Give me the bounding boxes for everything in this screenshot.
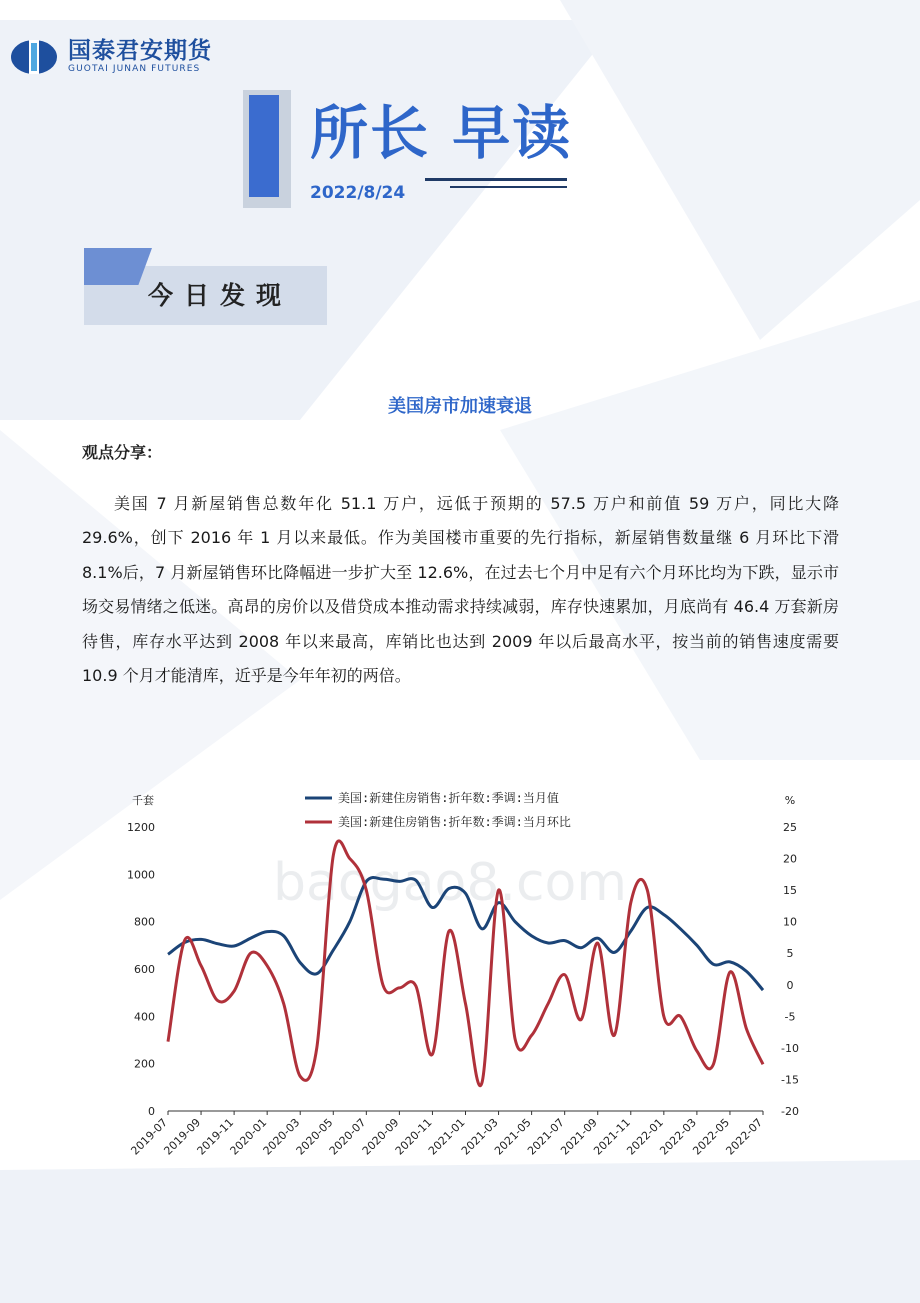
right-tick-label: 25 [783, 821, 797, 834]
title-underline [425, 178, 567, 181]
x-tick-label: 2021-05 [492, 1115, 534, 1158]
x-tick-label: 2021-07 [525, 1115, 567, 1158]
right-tick-label: 0 [786, 978, 794, 992]
x-tick-label: 2020-03 [260, 1115, 303, 1158]
left-axis-unit: 千套 [132, 794, 154, 807]
x-tick-label: 2019-09 [161, 1115, 204, 1158]
x-tick-label: 2020-01 [227, 1115, 270, 1158]
right-tick-label: 5 [786, 947, 794, 961]
x-tick-label: 2022-05 [690, 1115, 733, 1158]
x-tick-label: 2022-07 [723, 1115, 766, 1158]
x-tick-label: 2020-11 [392, 1115, 435, 1158]
view-share-label: 观点分享： [82, 443, 163, 462]
right-tick-label: 15 [783, 884, 797, 898]
right-tick-label: -10 [781, 1041, 799, 1055]
logo-name-en: GUOTAI JUNAN FUTURES [68, 64, 201, 74]
right-tick-label: 20 [783, 852, 797, 866]
watermark: baogao8.com [272, 853, 628, 913]
x-tick-label: 2021-01 [425, 1115, 468, 1158]
right-tick-label: -5 [784, 1010, 796, 1024]
article-headline: 美国房市加速衰退 [388, 396, 532, 417]
section-title: 今日发现 [148, 281, 293, 310]
x-tick-label: 2020-09 [359, 1115, 402, 1158]
x-tick-label: 2021-03 [458, 1115, 501, 1158]
title-accent-bar [249, 95, 279, 197]
article-paragraph: 美国 7 月新屋销售总数年化 51.1 万户，远低于预期的 57.5 万户和前值 59 万户，同比大降 29.6%，创下 2016 年 1 月以来最低。作为美国楼市重要的先行指标，新屋销售数量继 6 月环比下滑 8.1%后，7 月新屋销售环比降幅进一步扩大至 12.6%，在过去七个月中足有六个月环比均为下跌，显示市场交易情绪之低迷。高昂的房价以及借贷成本推动需求持续减弱，库存快速累加，月底尚有 46.4 万套新房待售，库存水平达到 2008 年以来最高，库销比也达到 2009 年以后最高水平，按当前的销售速度需要 10.9 个月才能清库，近乎是今年年初的两倍。 [82, 494, 839, 686]
x-tick-label: 2022-03 [657, 1115, 700, 1158]
logo-icon [10, 39, 58, 75]
title-underline-secondary [450, 186, 567, 188]
x-tick-label: 2022-01 [624, 1115, 666, 1158]
left-tick-label: 800 [134, 915, 155, 929]
left-tick-label: 0 [148, 1105, 155, 1118]
x-tick-label: 2021-11 [591, 1115, 633, 1158]
right-tick-label: -15 [781, 1073, 799, 1087]
left-tick-label: 200 [134, 1057, 155, 1071]
publish-date: 2022/8/24 [310, 183, 406, 203]
x-tick-label: 2020-07 [326, 1115, 369, 1158]
article-body [82, 487, 839, 693]
x-tick-label: 2020-05 [293, 1115, 336, 1158]
left-tick-label: 1200 [127, 821, 155, 834]
left-tick-label: 600 [134, 963, 155, 976]
legend-label: 美国:新建住房销售:折年数:季调:当月值 [338, 791, 559, 805]
left-tick-label: 400 [134, 1010, 155, 1024]
housing-sales-chart [120, 782, 800, 1172]
right-tick-label: -20 [781, 1105, 799, 1118]
right-axis-unit: % [784, 794, 796, 807]
page-title: 所长 早读 [310, 99, 573, 167]
x-tick-label: 2019-07 [128, 1115, 171, 1158]
x-tick-label: 2019-11 [194, 1115, 237, 1158]
legend-label: 美国:新建住房销售:折年数:季调:当月环比 [338, 815, 571, 829]
company-logo [10, 38, 212, 75]
left-tick-label: 1000 [127, 868, 155, 882]
right-tick-label: 10 [783, 915, 797, 929]
x-tick-label: 2021-09 [558, 1115, 600, 1158]
series-line-level [168, 878, 763, 991]
logo-name-cn: 国泰君安期货 [68, 38, 212, 64]
